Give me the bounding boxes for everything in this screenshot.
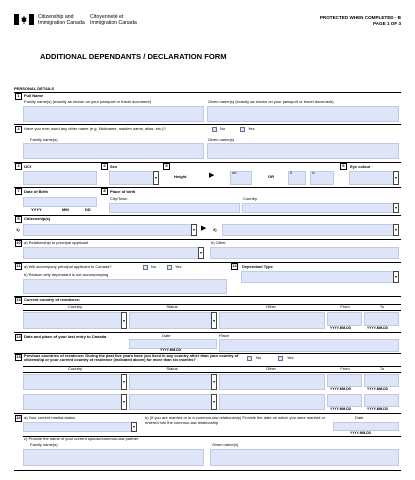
prev-from-input-2[interactable] [327,394,362,407]
dependant-type-label: Dependant Type [242,264,273,269]
residence-from-input[interactable] [327,312,362,326]
uci-input[interactable] [23,171,97,185]
country-birth-select[interactable] [242,203,399,213]
date-format: YYYY-MM-DD [330,326,352,330]
reason-label: b) Reason why dependant is not accompanying [24,272,109,277]
residence-other-input[interactable] [219,312,325,329]
dob-mm: MM [62,207,69,212]
prev-from-input-1[interactable] [327,374,362,387]
cm-unit: cm [232,171,237,175]
previous-residence-label: Previous countries of residence: During the past five years have you lived in any country other than your country of citizenship or your current country of residence (indicated above) for more than six months? [24,353,239,363]
arrow-right-icon: ▶ [201,225,207,232]
prev-to-input-2[interactable] [364,394,399,407]
spouse-given-input[interactable] [210,449,399,466]
residence-status-select[interactable] [129,312,217,329]
date-format: YYYY-MM-DD [160,348,182,352]
citizenship-2-select[interactable] [222,224,399,236]
place-of-birth-label: Place of birth [110,189,136,194]
dob-yyyy: YYYY [31,207,42,212]
other-family-name-label: Family name(s) [30,137,58,142]
entry-place-input[interactable] [219,339,399,352]
marital-status-label: a) Your current marital status [24,415,76,420]
q2-yes-label: Yes [248,126,255,131]
col-from: From [340,304,350,309]
accompany-yes-label: Yes [175,264,182,269]
chevron-down-icon[interactable]: ▾ [211,374,217,390]
agency-name-en-1: Citizenship and [38,14,74,20]
col-to: To [379,304,385,309]
chevron-down-icon[interactable]: ▾ [121,394,127,410]
eye-colour-select[interactable] [349,171,399,185]
date-format: YYYY-MM-DD [330,407,352,411]
q2-number: 2 [15,126,22,133]
accompany-no-label: No [151,264,157,269]
q2-no-label: No [220,126,226,131]
agency-name-fr-1: Citoyenneté et [90,14,124,20]
col-to: To [379,366,385,371]
date-format: YYYY-MM-DD [330,387,352,391]
relationship-label: a) Relationship to principal applicant [24,240,89,245]
q15-number: 15 [16,354,21,360]
eye-colour-label: Eye colour [350,164,371,169]
marital-status-select[interactable] [23,422,137,432]
or-label: OR [268,174,274,179]
q6-number: 6 [340,163,347,170]
col-status: Status [166,366,178,371]
canada-flag-icon [14,14,34,25]
city-input[interactable] [109,203,240,213]
residence-country-select[interactable] [23,312,127,329]
spouse-family-label: Family name(s) [30,442,58,447]
accompany-label: a) Will accompany principal applicant to Canada? [24,264,112,269]
previous-no-checkbox[interactable] [247,356,252,361]
q2-question: Have you ever used any other name (e.g. Nickname, maiden name, alias, etc.)? [24,126,166,131]
entry-place-label: Place [219,333,230,338]
q1-number: 1 [15,93,22,100]
q2-no-checkbox[interactable] [212,127,217,132]
citizenship-label: Citizenship(s) [24,216,51,221]
col-country: Country [67,366,82,371]
previous-yes-label: Yes [287,355,294,360]
prev-other-input-2[interactable] [219,394,325,410]
other-given-name-input[interactable] [207,143,399,159]
date-format: YYYY-MM-DD [350,431,372,435]
col-status: Status [166,304,178,309]
dependant-type-select[interactable] [241,271,399,283]
family-name-input[interactable] [23,106,204,122]
sex-label: Sex [110,164,118,169]
q16-number: 16 [16,415,21,421]
given-name-input[interactable] [207,106,399,122]
dob-input[interactable] [23,197,97,207]
chevron-down-icon[interactable]: ▾ [121,374,127,390]
protected-label: PROTECTED WHEN COMPLETED - B [319,15,401,20]
chevron-down-icon[interactable]: ▾ [393,224,399,236]
residence-to-input[interactable] [364,312,399,326]
date-format: YYYY-MM-DD [367,326,389,330]
previous-no-label: No [256,355,262,360]
date-format: YYYY-MM-DD [367,407,389,411]
marriage-date-heading: Date [355,415,364,420]
family-name-label: Family name(s) (exactly as shown on your passport or travel document) [24,99,151,104]
city-label: City/Town [110,196,128,201]
prev-country-select-2[interactable] [23,394,127,410]
citizenship-1-select[interactable] [23,224,197,236]
q8-number: 8 [101,188,108,195]
col-country: Country [67,304,82,309]
prev-other-input-1[interactable] [219,374,325,390]
chevron-down-icon[interactable]: ▾ [211,394,217,410]
chevron-down-icon[interactable]: ▾ [153,171,159,185]
height-label: Height [174,174,187,179]
agency-name-en-2: Immigration Canada [38,20,85,26]
q2-yes-checkbox[interactable] [240,127,245,132]
q7-number: 7 [15,188,22,195]
accompany-yes-checkbox[interactable] [167,265,172,270]
q4-number: 4 [101,163,108,170]
chevron-down-icon[interactable]: ▾ [393,171,399,185]
q5-number: 5 [163,163,170,170]
q9-number: 9 [15,216,22,223]
in-unit: in [312,171,315,175]
spouse-family-input[interactable] [23,449,204,466]
arrow-right-icon: ▶ [209,172,215,179]
chevron-down-icon[interactable]: ▾ [121,312,127,329]
spouse-given-label: Given name(s) [212,442,239,447]
last-entry-label: Date and place of your last entry to Canada [24,334,107,339]
q13-number: 13 [16,297,21,303]
ft-unit: ft [290,171,292,175]
chevron-down-icon[interactable]: ▾ [198,247,204,259]
q1-title: Full Name [24,93,44,98]
form-title: ADDITIONAL DEPENDANTS / DECLARATION FORM [40,52,227,61]
prev-to-input-1[interactable] [364,374,399,387]
chevron-down-icon[interactable]: ▾ [211,312,217,329]
given-name-label: Given name(s) (exactly as shown on your passport or travel document) [208,99,334,104]
chevron-down-icon[interactable]: ▾ [191,224,197,236]
citizenship-2-label: 2) [213,227,217,232]
q11-number: 11 [16,263,21,269]
date-format: YYYY-MM-DD [367,387,389,391]
chevron-down-icon[interactable]: ▾ [393,203,399,213]
prev-country-select-1[interactable] [23,374,127,390]
chevron-down-icon[interactable]: ▾ [393,271,399,283]
prev-status-select-1[interactable] [129,374,217,390]
col-other: Other [265,366,276,371]
q14-number: 14 [16,334,21,340]
other-family-name-input[interactable] [23,143,204,159]
other-given-name-label: Given name(s) [208,137,235,142]
sex-select[interactable] [109,171,159,185]
dob-dd: DD [85,207,91,212]
citizenship-1-label: 1) [16,227,20,232]
marriage-date-label: b) (If you are married or in a common-law relationship) Provide the date on which you were married or entered into the common-law relationship [145,415,326,425]
dob-label: Date of Birth [24,189,48,194]
entry-date-label: Date [162,333,171,338]
q10-number: 10 [16,240,21,246]
residence-label: Current country of residence: [24,297,81,302]
chevron-down-icon[interactable]: ▾ [131,422,137,432]
prev-status-select-2[interactable] [129,394,217,410]
col-from: From [340,366,350,371]
q3-number: 3 [15,163,22,170]
section-title: PERSONAL DETAILS [14,86,55,91]
col-other: Other [265,304,276,309]
uci-label: UCI [24,164,31,169]
country-label: Country [243,196,258,201]
accompany-no-checkbox[interactable] [143,265,148,270]
agency-name-fr-2: Immigration Canada [90,20,137,26]
relationship-other-label: b) Other [211,240,226,245]
relationship-other-input[interactable] [210,247,399,259]
reason-input[interactable] [23,279,227,294]
marriage-date-input[interactable] [333,422,399,431]
q12-number: 12 [232,263,237,269]
page-number: PAGE 1 OF 3 [373,21,401,26]
previous-yes-checkbox[interactable] [278,356,283,361]
relationship-select[interactable] [23,247,204,259]
spouse-label: c) Provide the name of your current spouse/common-law partner [24,436,139,441]
